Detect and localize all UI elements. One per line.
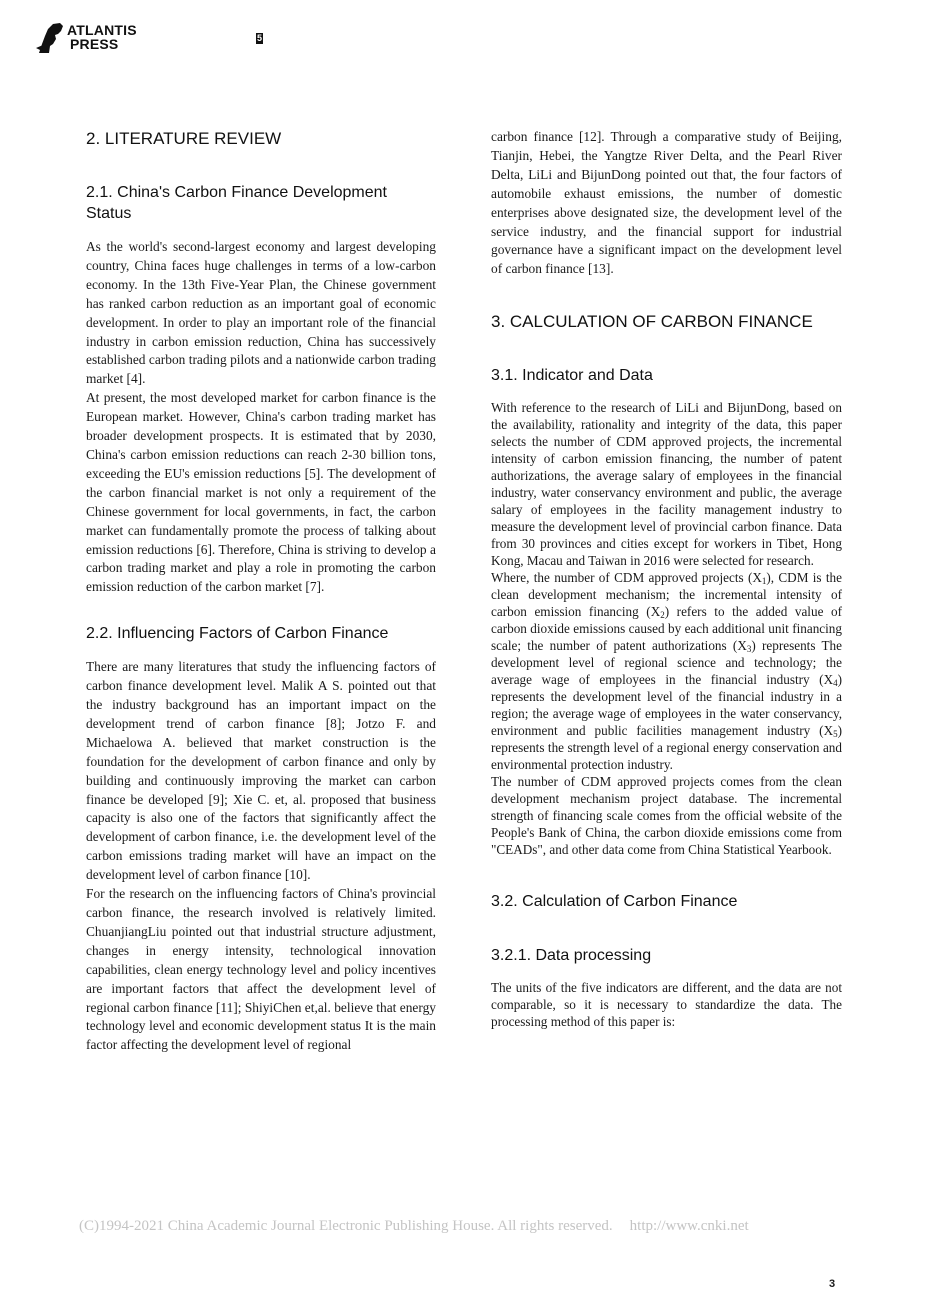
paragraph: As the world's second-largest economy and largest developing country, China faces huge challenges in terms of a low-carbon economy. In the 13th Five-Year Plan, the Chinese government has ranked carbon reduction as an important goal of economic development. In order to play an important role of the financial industry in carbon emission reduction, China has successively established carbon trading pilots and a nationwide carbon trading market [4]. bbox=[86, 239, 436, 387]
cnki-url: http://www.cnki.net bbox=[629, 1218, 749, 1234]
paragraph-indicators: Where, the number of CDM approved projects $(X_1)$, CDM is the clean development mechanism; the incremental intensity of carbon emission financing $(X_2)$ refers to the added value of carbon dioxide emissions caused by each additional unit financing scale; the number of patent authorizations $(X_3)$ represents The development level of regional science and technology; the average wage of employees in the financial industry $(X_4)$ represents the development level of the financial industry in a region; the average wage of employees in the water conservancy, environment and public facilities management industry $(X_5)$ represents the strength level of a regional energy conservation and environmental protection industry. bbox=[491, 570, 842, 773]
publisher-name bbox=[67, 23, 137, 51]
subsection-heading-calculation: 3.2. Calculation of Carbon Finance bbox=[491, 893, 738, 911]
paragraph: The units of the five indicators are different, and the data are not comparable, so it is necessary to standardize the data. The processing method of this paper is: bbox=[491, 980, 842, 1030]
subsubsection-heading-data-processing: 3.2.1. Data processing bbox=[491, 947, 652, 965]
atlantis-press-logo-icon bbox=[36, 22, 66, 54]
page-number: 3 bbox=[829, 1278, 836, 1290]
subsection-heading-carbon-finance-status: 2.1. China's Carbon Finance Development Status bbox=[86, 184, 387, 222]
section-heading-calculation: 3. CALCULATION OF CARBON FINANCE bbox=[491, 312, 813, 332]
right-column bbox=[491, 128, 842, 1030]
subsection-heading-influencing-factors: 2.2. Influencing Factors of Carbon Finance bbox=[86, 625, 389, 643]
publisher-name-line2: PRESS bbox=[70, 36, 119, 52]
paragraph: There are many literatures that study the influencing factors of carbon finance development level. Malik A S. pointed out that the industry background has an important impact on the development trend of carbon finance [8]; Jotzo F. and Michaelowa A. believed that market construction is the foundation for the development of carbon finance and only by building and continuously improving the market can carbon finance be developed [9]; Xie C. et, al. proposed that business capacity is also one of the factors that significantly affect the development of carbon finance, i.e. the development level of the carbon emissions trading market will have an impact on the development level of carbon finance [10]. bbox=[86, 659, 436, 883]
subsection-heading-indicator-data: 3.1. Indicator and Data bbox=[491, 367, 653, 385]
paragraph: The number of CDM approved projects comes from the clean development mechanism project database. The incremental strength of financing scale comes from the official website of the People's Bank of China, the carbon dioxide emissions come from "CEADs", and other data come from China Statistical Yearbook. bbox=[491, 774, 842, 858]
left-column bbox=[86, 128, 436, 1055]
paragraph: carbon finance [12]. Through a comparative study of Beijing, Tianjin, Hebei, the Yangtze River Delta, and the Pearl River Delta, LiLi and BijunDong pointed out that, the four factors of automobile exhaust emissions, the number of domestic enterprises above designated size, the development level of the service industry, and the financial support for industrial governance have a significant impact on the development level of carbon finance [13]. bbox=[491, 129, 842, 277]
copyright-footer bbox=[79, 1218, 839, 1235]
paragraph: At present, the most developed market for carbon finance is the European market. However, China's carbon trading market has broader development prospects. It is estimated that by 2030, China's carbon emission reductions can reach 2-30 billion tons, exceeding the EU's emission reductions [5]. The development of the carbon financial market is not only a requirement of the Chinese government for local governments, in fact, the carbon market can fundamentally promote the process of talking about emission reductions [6]. Therefore, China is striving to develop a carbon trading market and play a role in promoting the carbon emission reduction of the carbon market [7]. bbox=[86, 390, 436, 595]
paragraph: With reference to the research of LiLi and BijunDong, based on the availability, rationality and integrity of the data, this paper selects the number of CDM approved projects, the incremental intensity of carbon emission financing, the number of patent authorizations, the average salary of employees in the financial industry, water conservancy environment and public, the average salary of employees in the facility management industry to measure the development level of provincial carbon finance. Data from 30 provinces and cities except for workers in Tibet, Hong Kong, Macau and Taiwan in 2016 were selected for research. bbox=[491, 400, 842, 569]
paragraph: For the research on the influencing factors of China's provincial carbon finance, the research involved is relatively limited. ChuanjiangLiu pointed out that industrial structure adjustment, changes in energy intensity, technological innovation capabilities, clean energy technology level and policy incentives are important factors that affect the development level of regional carbon finance [11]; ShiyiChen et,al. believe that energy technology level and economic development status It is the main factor affecting the development level of regional bbox=[86, 886, 436, 1053]
header-page-mark: 5 bbox=[257, 33, 263, 43]
copyright-text: (C)1994-2021 China Academic Journal Electronic Publishing House. All rights reserved. bbox=[79, 1218, 613, 1234]
section-heading-literature-review: 2. LITERATURE REVIEW bbox=[86, 129, 282, 148]
publisher-name-line1: ATLANTIS bbox=[67, 22, 137, 38]
